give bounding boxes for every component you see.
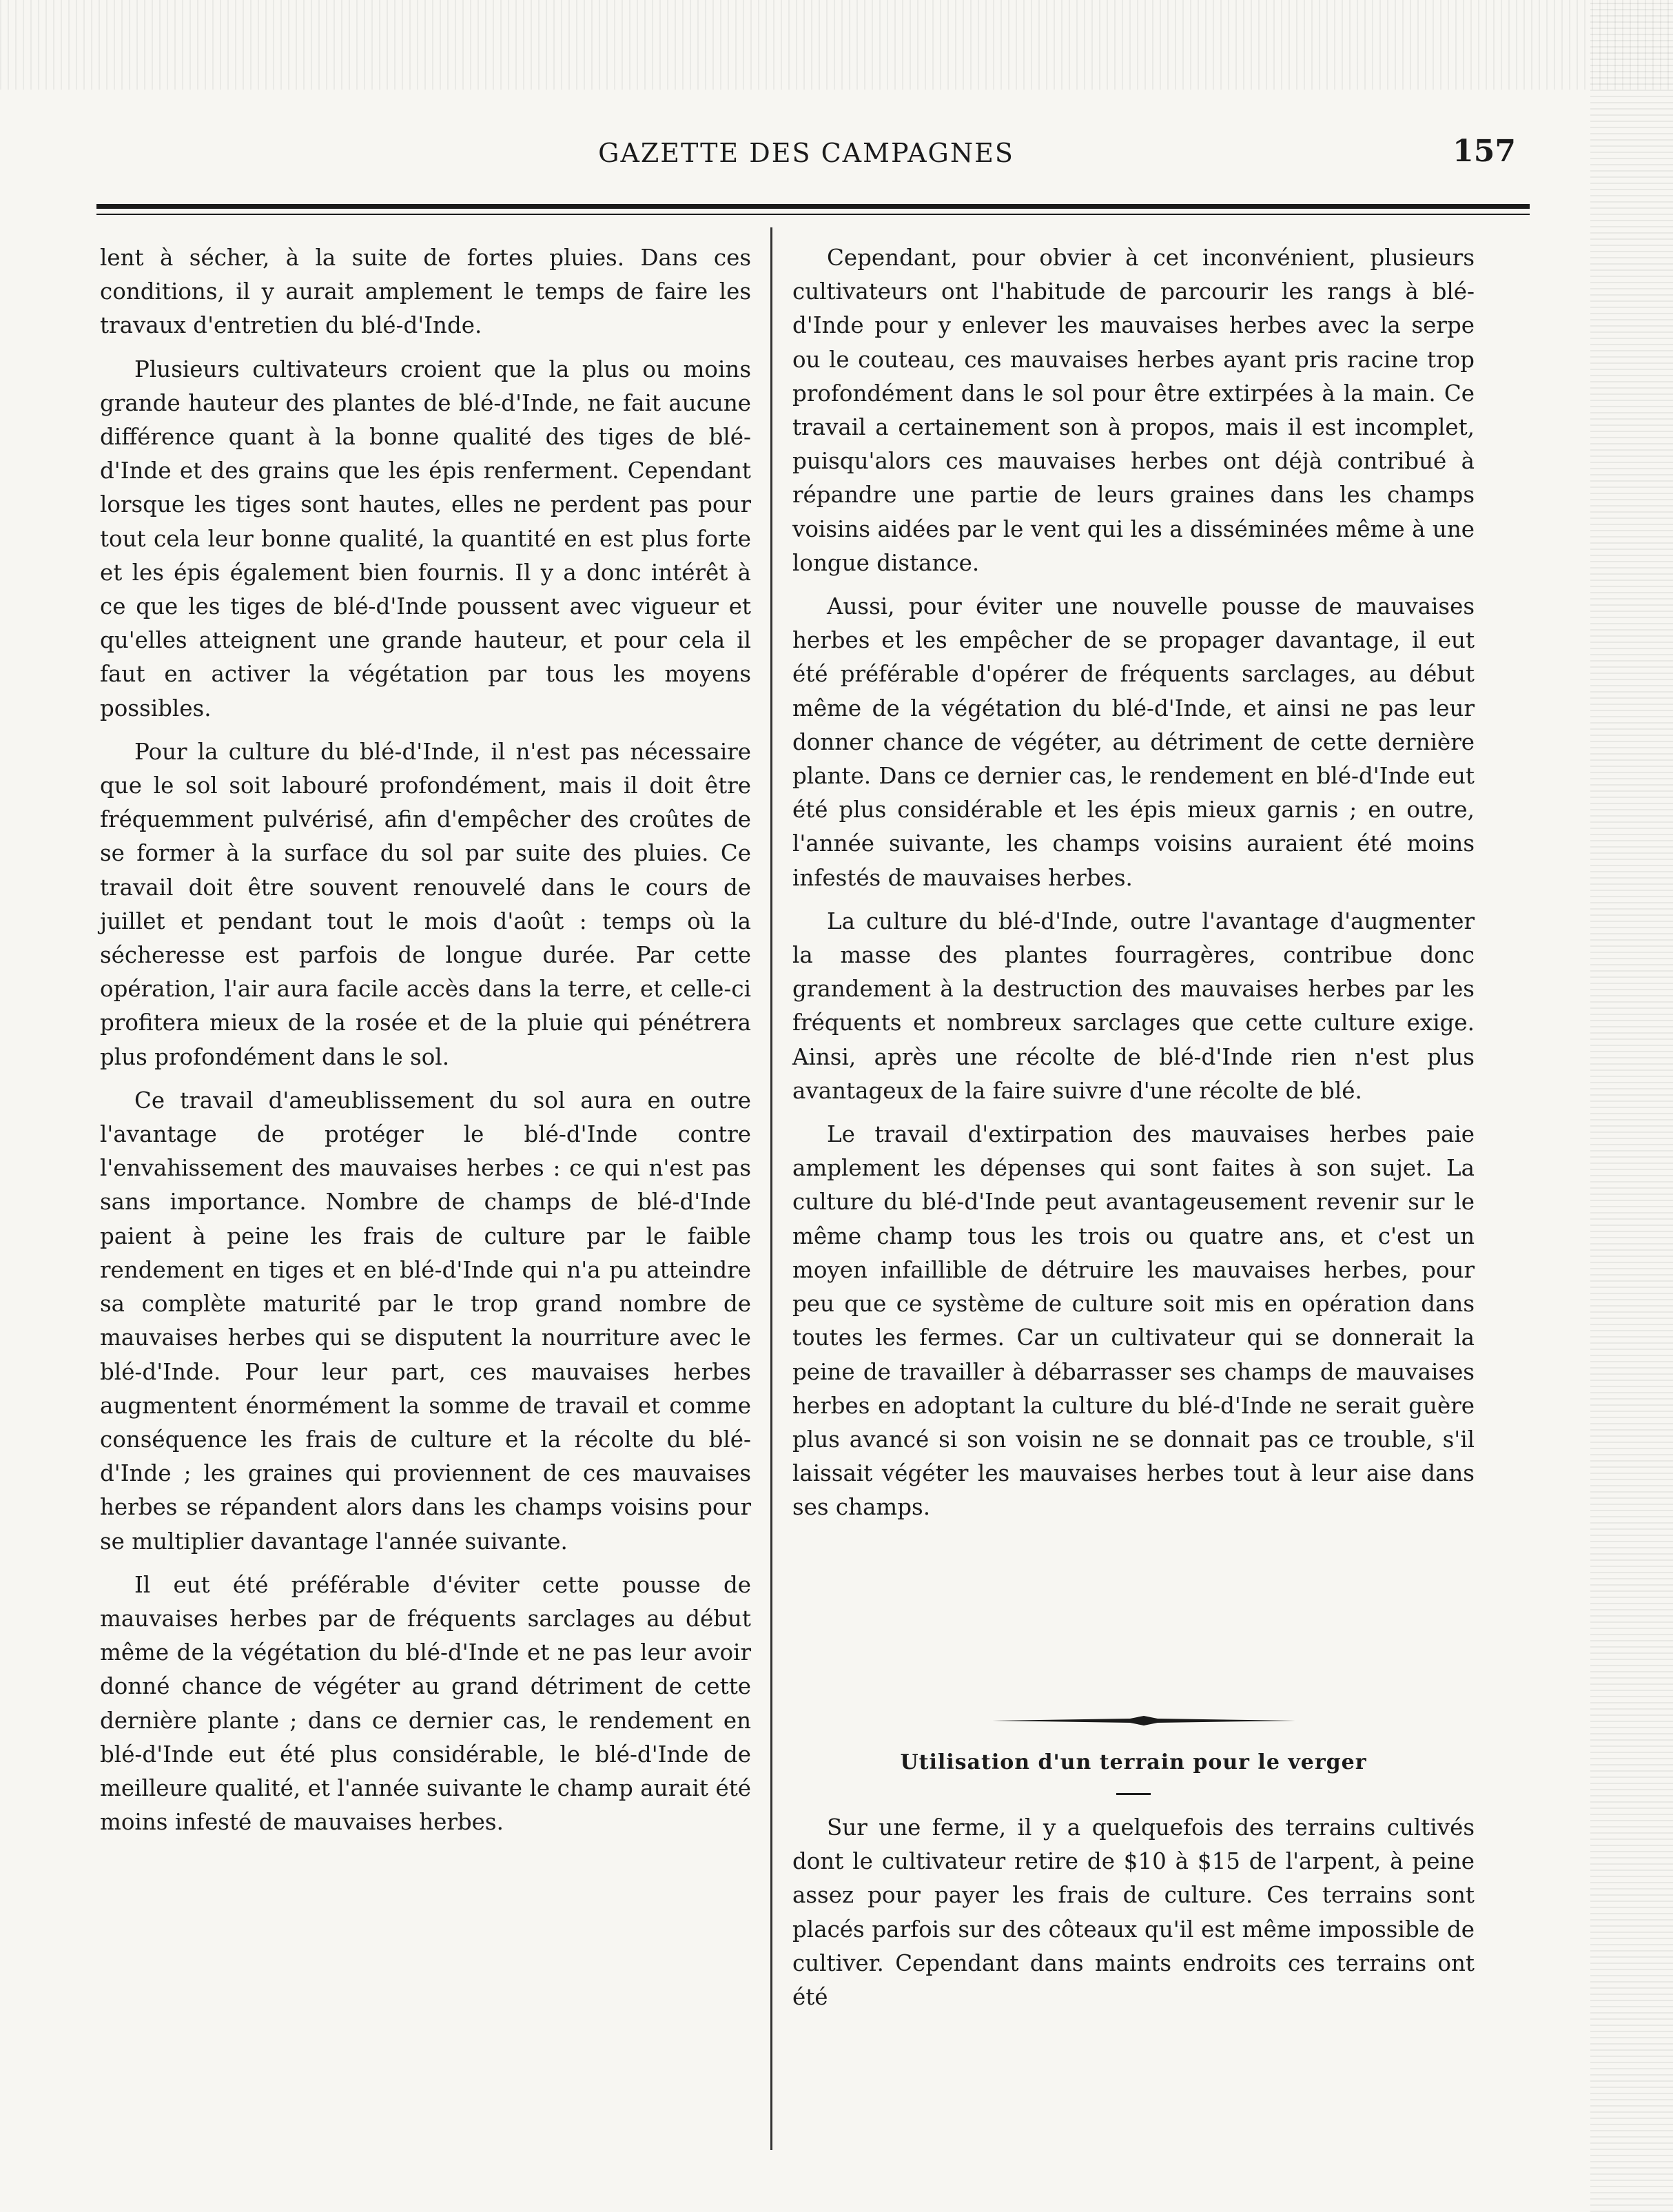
paragraph: Ce travail d'ameublissement du sol aura en outre l'avantage de protéger le blé-d'Inde contre l'envahissement des mauvaises herbes : ce qui n'est pas sans importance. Nombre de champs de blé-d'Inde paient à peine les frais de culture par le faible rendement en tiges et en blé-d'Inde qui n'a pu atteindre sa complète maturité par le trop grand nombre de mauvaises herbes qui se disputent la nourriture avec le blé-d'Inde. Pour leur part, ces mauvaises herbes augmentent énormément la somme de travail et comme conséquence les frais de culture et la récolte du blé-d'Inde ; les graines qui proviennent de ces mauvaises herbes se répandent alors dans les champs voisins pour se multiplier davantage l'année suivante. xyxy=(100,1087,751,1555)
section-title-dash xyxy=(1116,1793,1151,1795)
section-title: Utilisation d'un terrain pour le verger xyxy=(900,1750,1367,1774)
paragraph: Cependant, pour obvier à cet inconvénient, plusieurs cultivateurs ont l'habitude de parcourir les rangs à blé-d'Inde pour y enlever les mauvaises herbes avec la serpe ou le couteau, ces mauvaises herbes ayant pris racine trop profondément dans le sol pour être extirpées à la main. Ce travail a certainement son à propos, mais il est incomplet, puisqu'alors ces mauvaises herbes ont déjà contribué à répandre une partie de leurs graines dans les champs voisins aidées par le vent qui les a disséminées même à une longue distance. xyxy=(792,245,1475,576)
paragraph: Aussi, pour éviter une nouvelle pousse de mauvaises herbes et les empêcher de se propager davantage, il eut été préférable d'opérer de fréquents sarclages, au début même de la végétation du blé-d'Inde, et ainsi ne pas leur donner chance de végéter, au détriment de cette dernière plante. Dans ce dernier cas, le rendement en blé-d'Inde eut été plus considérable et les épis mieux garnis ; en outre, l'année suivante, les champs voisins auraient été moins infestés de mauvaises herbes. xyxy=(792,593,1475,891)
right-column xyxy=(792,241,1475,1535)
column-divider xyxy=(770,227,772,2150)
paper-texture-edge xyxy=(1590,0,1673,2212)
running-head: GAZETTE DES CAMPAGNES xyxy=(598,138,1014,168)
page-number: 157 xyxy=(1453,134,1516,169)
paragraph: Pour la culture du blé-d'Inde, il n'est pas nécessaire que le sol soit labouré profondément, mais il doit être fréquemment pulvérisé, afin d'empêcher des croûtes de se former à la surface du sol par suite des pluies. Ce travail doit être souvent renouvelé dans le cours de juillet et pendant tout le mois d'août : temps où la sécheresse est parfois de longue durée. Par cette opération, l'air aura facile accès dans la terre, et celle-ci profitera mieux de la rosée et de la pluie qui pénétrera plus profondément dans le sol. xyxy=(100,738,751,1070)
left-column xyxy=(100,241,751,1849)
paragraph: Plusieurs cultivateurs croient que la plus ou moins grande hauteur des plantes de blé-d'Inde, ne fait aucune différence quant à la bonne qualité des tiges de blé-d'Inde et des grains que les épis renferment. Cependant lorsque les tiges sont hautes, elles ne perdent pas pour tout cela leur bonne qualité, la quantité en est plus forte et les épis également bien fournis. Il y a donc intérêt à ce que les tiges de blé-d'Inde poussent avec vigueur et qu'elles atteignent une grande hauteur, et pour cela il faut en activer la végétation par tous les moyens possibles. xyxy=(100,356,751,721)
page-header xyxy=(96,134,1516,186)
paragraph: lent à sécher, à la suite de fortes pluies. Dans ces conditions, il y aurait amplement le temps de faire les travaux d'entretien du blé-d'Inde. xyxy=(100,245,751,339)
header-rule-thick xyxy=(96,204,1530,209)
header-rule-thin xyxy=(96,214,1530,215)
paragraph: Il eut été préférable d'éviter cette pousse de mauvaises herbes par de fréquents sarclages au début même de la végétation du blé-d'Inde et ne pas leur avoir donné chance de végéter au grand détriment de cette dernière plante ; dans ce dernier cas, le rendement en blé-d'Inde eut été plus considérable, le blé-d'Inde de meilleure qualité, et l'année suivante le champ aurait été moins infesté de mauvaises herbes. xyxy=(100,1571,751,1836)
paper-texture-top xyxy=(0,0,1673,90)
paragraph: Le travail d'extirpation des mauvaises herbes paie amplement les dépenses qui sont faites à son sujet. La culture du blé-d'Inde peut avantageusement revenir sur le même champ tous les trois ou quatre ans, et c'est un moyen infaillible de détruire les mauvaises herbes, pour peu que ce système de culture soit mis en opération dans toutes les fermes. Car un cultivateur qui se donnerait la peine de travailler à débarrasser ses champs de mauvaises herbes en adoptant la culture du blé-d'Inde ne serait guère plus avancé si son voisin ne se donnait pas ce trouble, s'il laissait végéter les mauvaises herbes tout à leur aise dans ses champs. xyxy=(792,1121,1475,1521)
paragraph: La culture du blé-d'Inde, outre l'avantage d'augmenter la masse des plantes fourragères, contribue donc grandement à la destruction des mauvaises herbes par les fréquents et nombreux sarclages que cette culture exige. Ainsi, après une récolte de blé-d'Inde rien n'est plus avantageux de la faire suivre d'une récolte de blé. xyxy=(792,908,1475,1104)
right-column-section xyxy=(792,1811,1475,2024)
paragraph: Sur une ferme, il y a quelquefois des terrains cultivés dont le cultivateur retire de $10 à $15 de l'arpent, à peine assez pour payer les frais de culture. Ces terrains sont placés parfois sur des côteaux qu'il est même impossible de cultiver. Cependant dans maints endroits ces terrains ont été xyxy=(792,1814,1475,2011)
section-divider-ornament xyxy=(992,1714,1295,1727)
